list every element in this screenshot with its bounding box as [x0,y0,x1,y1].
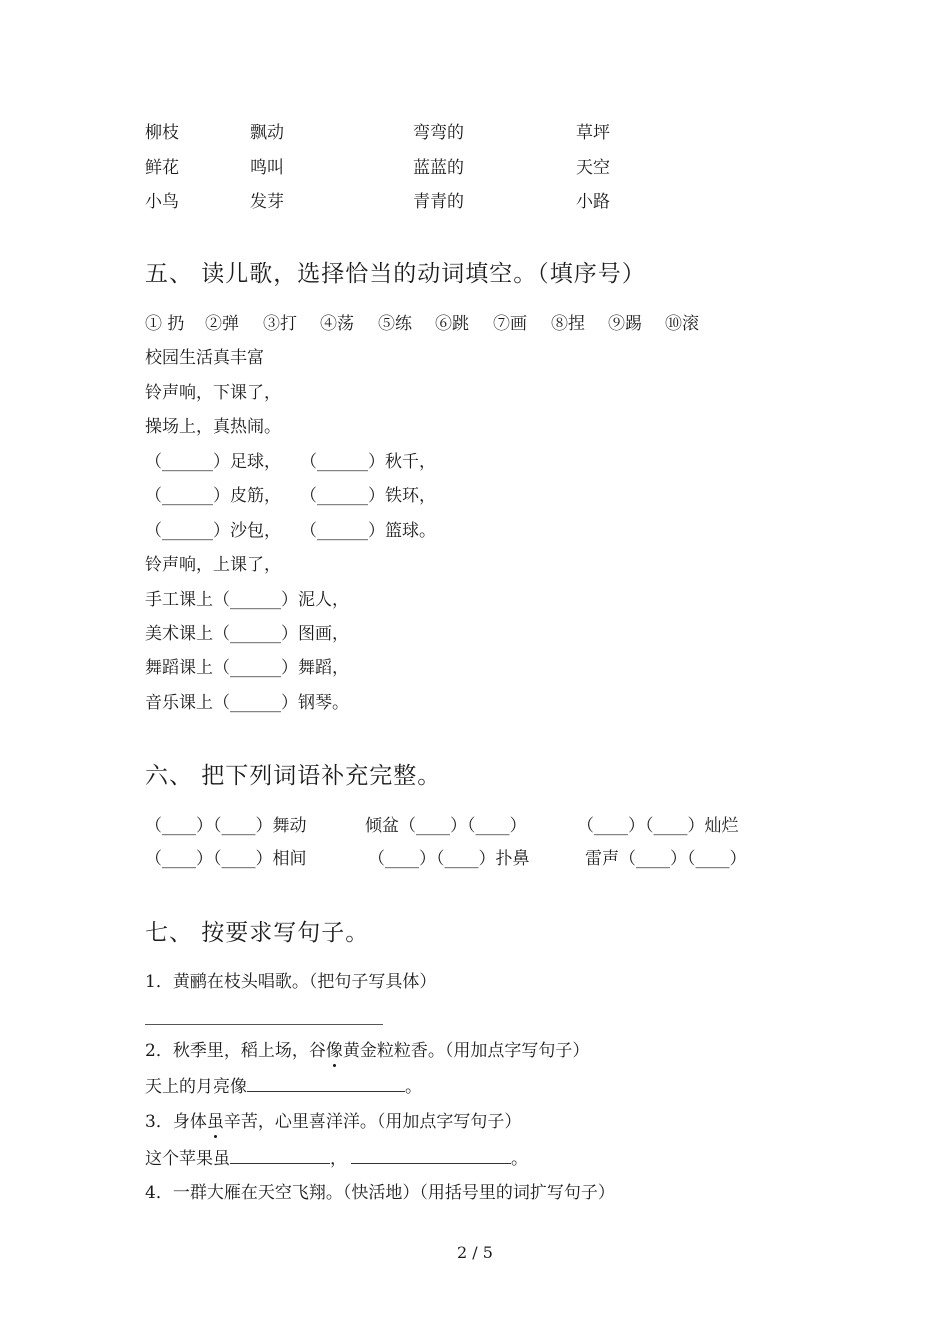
section5-title: 五、 读儿歌，选择恰当的动词填空。（填序号） [145,261,646,287]
match-word: 天空 [576,158,610,178]
idiom-item: （____）（____）扑鼻 [368,849,530,869]
match-word: 小路 [576,192,610,212]
fill-blank-item: （______）皮筋， [145,486,281,506]
verb-option: ① 扔 [145,314,185,334]
idiom-item: （____）（____）相间 [145,849,307,869]
class-line: 舞蹈课上（______）舞蹈， [145,658,349,678]
match-word: 弯弯的 [413,123,464,143]
verb-option: ②弹 [205,314,239,334]
verb-option: ③打 [263,314,297,334]
answer-line [145,1024,383,1025]
answer-blank [230,1148,330,1164]
class-line: 音乐课上（______）钢琴。 [145,693,349,713]
idiom-item: 雷声（____）（____） [585,849,747,869]
verb-option: ④荡 [320,314,354,334]
section7-title: 七、 按要求写句子。 [145,920,370,946]
dotted-char: 虽 [206,1112,224,1132]
verb-option: ⑩滚 [665,314,699,334]
class-line: 手工课上（______）泥人， [145,590,349,610]
answer-3: 这个苹果虽 ， 。 [145,1149,528,1169]
page-number: 2 / 5 [457,1243,493,1262]
verb-option: ⑧捏 [551,314,585,334]
verb-option: ⑤练 [378,314,412,334]
poem-line: 铃声响，上课了， [145,555,281,575]
poem-line: 操场上，真热闹。 [145,417,281,437]
class-line: 美术课上（______）图画， [145,624,349,644]
match-word: 青青的 [413,192,464,212]
match-word: 鸣叫 [250,158,284,178]
answer-blank [247,1076,405,1092]
match-word: 柳枝 [145,123,179,143]
match-word: 草坪 [576,123,610,143]
match-word: 小鸟 [145,192,179,212]
match-word: 蓝蓝的 [413,158,464,178]
fill-blank-item: （______）足球， [145,452,281,472]
match-word: 发芽 [250,192,284,212]
question-2: 2．秋季里，稻上场，谷像黄金粒粒香。（用加点字写句子） [145,1041,590,1061]
dotted-char: 像 [325,1041,343,1061]
fill-blank-item: （______）沙包， [145,521,281,541]
idiom-item: （____）（____）灿烂 [577,816,739,836]
fill-blank-item: （______）秋千， [300,452,436,472]
question-4: 4．一群大雁在天空飞翔。（快活地）（用括号里的词扩写句子） [145,1183,615,1203]
poem-line: 铃声响，下课了， [145,383,281,403]
poem-title: 校园生活真丰富 [145,348,264,368]
question-1: 1．黄鹂在枝头唱歌。（把句子写具体） [145,972,437,992]
question-3: 3．身体虽辛苦，心里喜洋洋。（用加点字写句子） [145,1112,522,1132]
answer-blank [351,1148,511,1164]
verb-option: ⑥跳 [435,314,469,334]
fill-blank-item: （______）铁环， [300,486,436,506]
answer-2: 天上的月亮像 。 [145,1077,422,1097]
verb-option: ⑦画 [493,314,527,334]
match-word: 飘动 [250,123,284,143]
match-word: 鲜花 [145,158,179,178]
idiom-item: （____）（____）舞动 [145,816,307,836]
fill-blank-item: （______）篮球。 [300,521,436,541]
idiom-item: 倾盆（____）（____） [365,816,527,836]
section6-title: 六、 把下列词语补充完整。 [145,763,442,789]
verb-option: ⑨踢 [608,314,642,334]
